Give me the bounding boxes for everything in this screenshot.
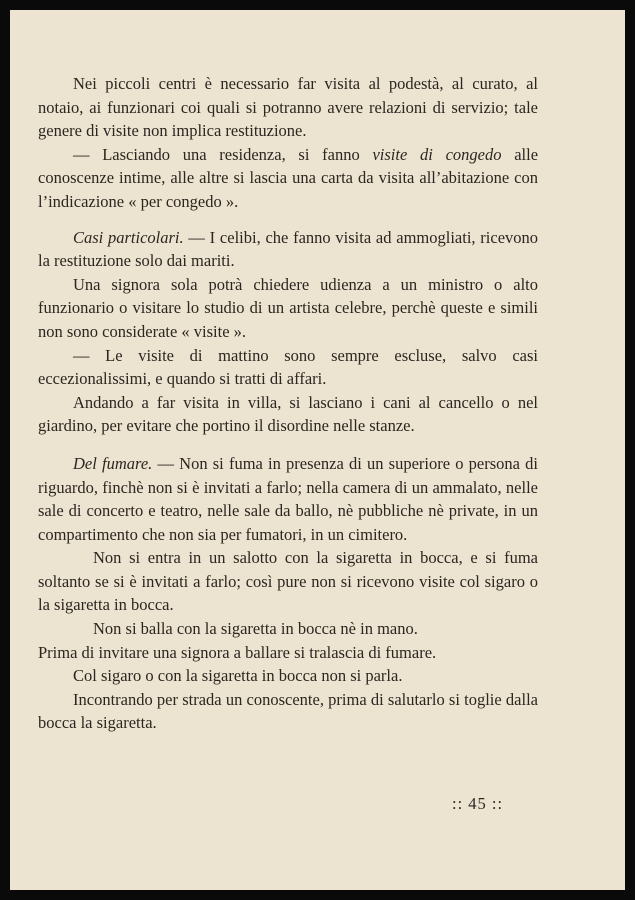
paragraph-prima-di-invitare: Prima di invitare una signora a ballare si tralascia di fumare. [38,642,437,662]
paragraph-villa: Andando a far visita in villa, si lasciano i cani al cancello o nel giardino, per evitare che portino il disordine nelle stanze. [38,392,538,436]
page-number: :: 45 :: [452,794,504,813]
section-heading-fumare: Del fumare. [73,453,153,473]
paragraph-del-fumare [38,452,538,546]
paragraph-conoscente: Incontrando per strada un conoscente, prima di salutarlo si toglie dalla bocca la sigaretta. [38,689,538,733]
fumare-text: — Non si fuma in presenza di un superiore o persona di riguardo, finchè non si è invitati a farlo; nella camera di un ammalato, nelle sale di concerto e teatro, nelle sale da ballo, nè pubbliche nè private, in un compartimento che non sia per fumatori, in un cimitero. [38,453,538,544]
body-text [38,72,538,735]
congedo-lead: — Lasciando una residenza, si fanno [73,144,360,164]
paragraph-congedo [38,143,538,214]
paragraph-mattino: — Le visite di mattino sono sempre escluse, salvo casi eccezionalissimi, e quando si tratti di affari. [38,345,538,389]
congedo-term: visite di congedo [372,144,502,164]
paragraph-sigaro: Col sigaro o con la sigaretta in bocca non si parla. [73,666,403,686]
paragraph-casi-particolari [38,226,538,273]
congedo-rest: alle conoscenze intime, alle altre si lascia una carta da visita all’abitazione con l’indicazione « per congedo ». [38,144,539,211]
book-page [10,10,625,890]
casi-text: — I celibi, che fanno visita ad ammogliati, ricevono la restituzione solo dai mariti. [38,227,539,271]
paragraph-signora-sola: Una signora sola potrà chiedere udienza a un ministro o alto funzionario o visitare lo studio di un artista celebre, perchè queste e simili non sono considerate « visite ». [38,274,538,341]
paragraph-ballo: Non si balla con la sigaretta in bocca nè in mano. [93,619,418,639]
paragraph-salotto: Non si entra in un salotto con la sigaretta in bocca, e si fuma soltanto se si è invitati a farlo; così pure non si ricevono visite col sigaro o la sigaretta in bocca. [38,548,538,615]
section-heading-casi: Casi particolari. [73,227,184,247]
paragraph-podesta: Nei piccoli centri è necessario far visita al podestà, al curato, al notaio, ai funzionari coi quali si potranno avere relazioni di servizio; tale genere di visite non implica restituzione. [38,74,538,141]
